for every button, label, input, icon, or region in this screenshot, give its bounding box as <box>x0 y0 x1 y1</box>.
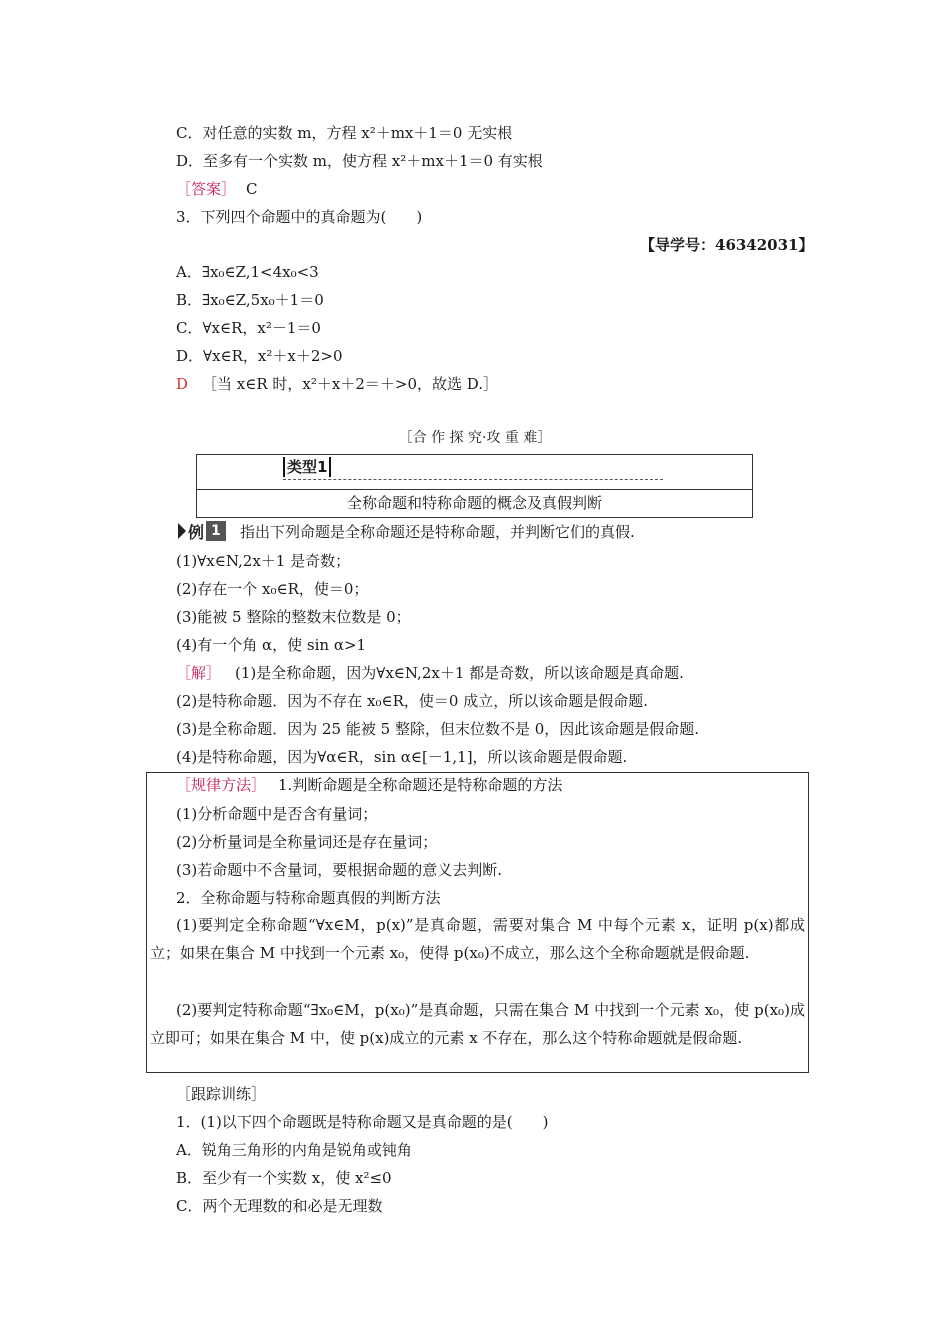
answer-line <box>176 179 258 199</box>
practice-heading: ［跟踪训练］ <box>176 1085 267 1103</box>
q3-solution-letter: D <box>176 375 189 393</box>
method-line-1: (1)分析命题中是否含有量词； <box>176 805 378 823</box>
method-h1: 1.判断命题是全称命题还是特称命题的方法 <box>278 776 563 794</box>
method-line-3: (3)若命题中不含量词，要根据命题的意义去判断. <box>176 861 503 879</box>
q3-option-a: A．∃x₀∈Z,1<4x₀<3 <box>176 263 319 281</box>
example-badge-label: 例 <box>188 522 205 542</box>
method-heading-2: 2．全称命题与特称命题真假的判断方法 <box>176 889 441 907</box>
q3-solution-text: ［当 x∈R 时，x²＋x＋2＝＋>0，故选 D.］ <box>202 375 499 393</box>
example-badge-number: 1 <box>206 521 226 541</box>
answer-label: ［答案］ <box>176 180 237 198</box>
practice-option-a: A．锐角三角形的内角是锐角或钝角 <box>176 1141 412 1159</box>
type-title: 全称命题和特称命题的概念及真假判断 <box>346 494 602 512</box>
solution-line-2: (2)是特称命题．因为不存在 x₀∈R，使＝0 成立，所以该命题是假命题. <box>176 692 648 710</box>
q3-option-c: C．∀x∈R，x²－1＝0 <box>176 319 321 337</box>
dashed-divider <box>283 479 663 480</box>
solution-text-1: (1)是全称命题，因为∀x∈N,2x＋1 都是奇数，所以该命题是真命题. <box>235 664 684 682</box>
q3-option-b: B．∃x₀∈Z,5x₀＋1＝0 <box>176 291 324 309</box>
solution-line-3: (3)是全称命题．因为 25 能被 5 整除，但末位数不是 0，因此该命题是假命题. <box>176 720 700 738</box>
example-stem: 指出下列命题是全称命题还是特称命题，并判断它们的真假. <box>240 523 635 541</box>
section-heading: ［合 作 探 究·攻 重 难］ <box>398 430 552 446</box>
solution-label: ［解］ <box>176 664 222 682</box>
practice-stem: 1．(1)以下四个命题既是特称命题又是真命题的是( ) <box>176 1113 549 1131</box>
option-d-text: D．至多有一个实数 m，使方程 x²＋mx＋1＝0 有实根 <box>176 152 543 170</box>
example-item-4: (4)有一个角 α，使 sin α>1 <box>176 636 367 654</box>
q3-stem: 3．下列四个命题中的真命题为( ) <box>176 208 423 226</box>
method-line-2: (2)分析量词是全称量词还是存在量词； <box>176 833 438 851</box>
solution-line-1 <box>176 663 684 683</box>
type-box <box>196 454 753 518</box>
method-paragraph-2: (2)要判定特称命题“∃x₀∈M，p(x₀)”是真命题，只需在集合 M 中找到一个元素 x₀，使 p(x₀)成立即可；如果在集合 M 中，使 p(x)成立的元素 x 不存在，那么这个特称命题就是假命题. <box>150 1001 805 1047</box>
type-tag: 类型1 <box>283 457 331 477</box>
example-badge <box>178 520 226 542</box>
play-arrow-icon <box>178 523 186 539</box>
example-item-3: (3)能被 5 整除的整数末位数是 0； <box>176 608 411 626</box>
method-heading <box>176 775 562 795</box>
box-divider <box>197 489 752 490</box>
solution-line-4: (4)是特称命题，因为∀α∈R，sin α∈[－1,1]，所以该命题是假命题. <box>176 748 628 766</box>
answer-value: C <box>246 180 258 198</box>
method-paragraph-1: (1)要判定全称命题“∀x∈M，p(x)”是真命题，需要对集合 M 中每个元素 x，证明 p(x)都成立；如果在集合 M 中找到一个元素 x₀，使得 p(x₀)不成立，那么这个全称命题就是假命题. <box>150 916 805 962</box>
q3-solution <box>176 374 498 394</box>
method-label: ［规律方法］ <box>176 776 267 794</box>
example-item-2: (2)存在一个 x₀∈R，使＝0； <box>176 580 369 598</box>
guide-number: 【导学号：46342031】 <box>640 236 814 254</box>
practice-option-c: C．两个无理数的和必是无理数 <box>176 1197 383 1215</box>
practice-option-b: B．至少有一个实数 x，使 x²≤0 <box>176 1169 392 1187</box>
example-item-1: (1)∀x∈N,2x＋1 是奇数； <box>176 552 351 570</box>
option-c-text: C．对任意的实数 m，方程 x²＋mx＋1＝0 无实根 <box>176 124 513 142</box>
q3-option-d: D．∀x∈R，x²＋x＋2>0 <box>176 347 343 365</box>
